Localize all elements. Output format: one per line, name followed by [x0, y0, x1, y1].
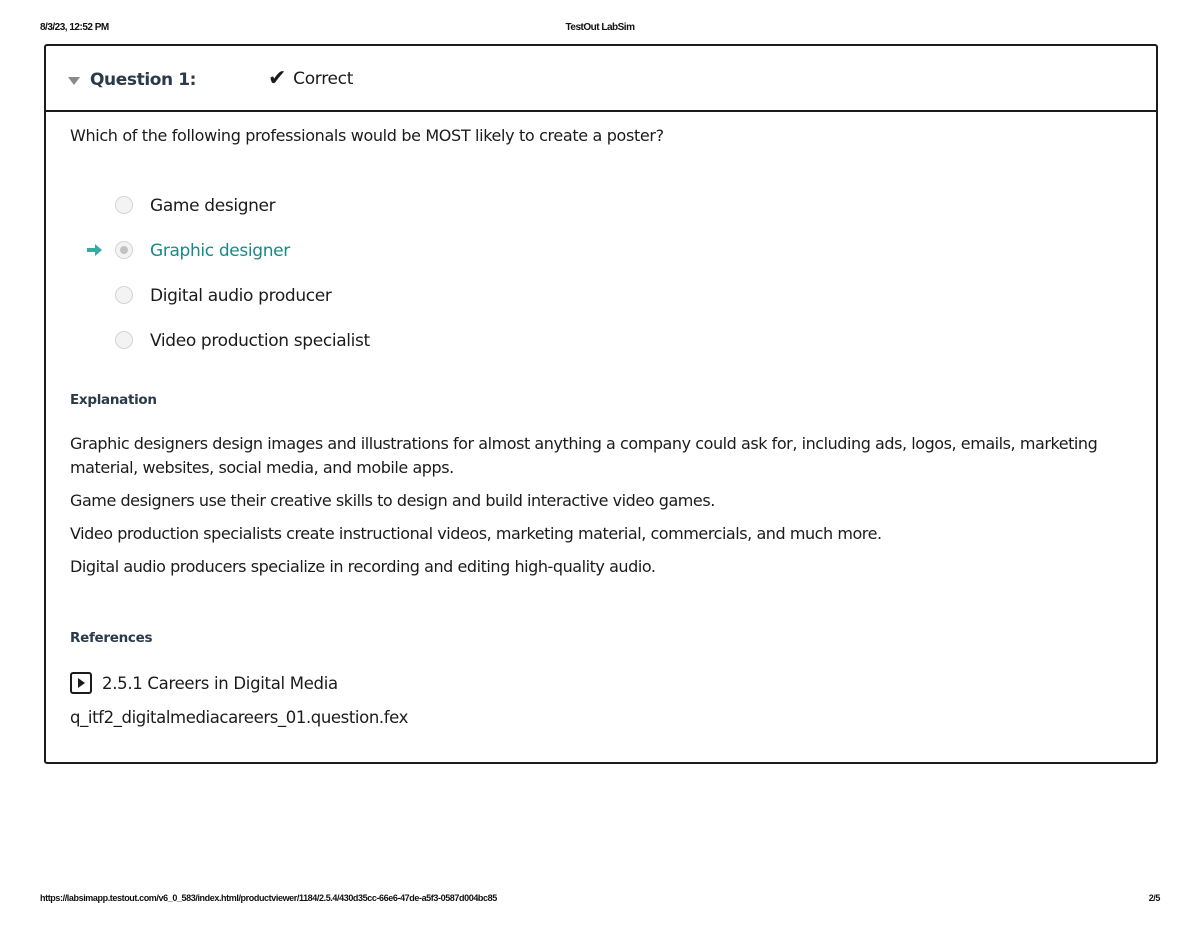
- explanation-paragraph: Video production specialists create instructional videos, marketing material, commercials, and much more.: [70, 524, 882, 543]
- explanation-heading: Explanation: [70, 392, 157, 408]
- print-title: TestOut LabSim: [565, 22, 635, 33]
- radio-button[interactable]: [115, 331, 133, 349]
- answer-label: Game designer: [150, 196, 276, 216]
- print-date: 8/3/23, 12:52 PM: [40, 22, 109, 33]
- page-number: 2/5: [1148, 893, 1160, 903]
- checkmark-icon: ✔: [268, 66, 287, 91]
- print-footer: [40, 893, 1160, 907]
- play-video-icon: [70, 672, 92, 694]
- answer-label: Video production specialist: [150, 331, 370, 351]
- answer-label: Graphic designer: [150, 241, 290, 261]
- explanation-paragraph: Game designers use their creative skills to design and build interactive video games.: [70, 491, 715, 510]
- question-file-name: q_itf2_digitalmediacareers_01.question.fex: [70, 708, 408, 727]
- explanation-paragraph: Digital audio producers specialize in recording and editing high-quality audio.: [70, 557, 656, 576]
- answer-label: Digital audio producer: [150, 286, 332, 306]
- reference-link-label: 2.5.1 Careers in Digital Media: [102, 673, 338, 693]
- question-number: Question 1:: [90, 70, 197, 90]
- explanation-paragraph: Graphic designers design images and illustrations for almost anything a company could ask for, including ads, logos, emails, marketing material, websites, social media, and mobile apps.: [70, 434, 1098, 477]
- caret-down-icon: [68, 77, 80, 85]
- question-header: [46, 46, 1156, 112]
- reference-link[interactable]: [70, 670, 338, 696]
- status-badge: [268, 66, 353, 92]
- explanation-body: [70, 432, 1136, 588]
- print-header: [40, 22, 1160, 36]
- radio-button[interactable]: [115, 196, 133, 214]
- radio-button-selected[interactable]: [115, 241, 133, 259]
- status-text: Correct: [293, 69, 354, 89]
- print-url: https://labsimapp.testout.com/v6_0_583/index.html/productviewer/1184/2.5.4/430d35cc-66e6-47de-a5f3-0587d004bc85: [40, 893, 497, 903]
- references-heading: References: [70, 630, 153, 646]
- question-collapse-toggle[interactable]: [68, 68, 196, 92]
- arrow-right-icon: [86, 242, 104, 258]
- question-text: Which of the following professionals would be MOST likely to create a poster?: [70, 126, 664, 145]
- question-card: [44, 44, 1158, 764]
- radio-button[interactable]: [115, 286, 133, 304]
